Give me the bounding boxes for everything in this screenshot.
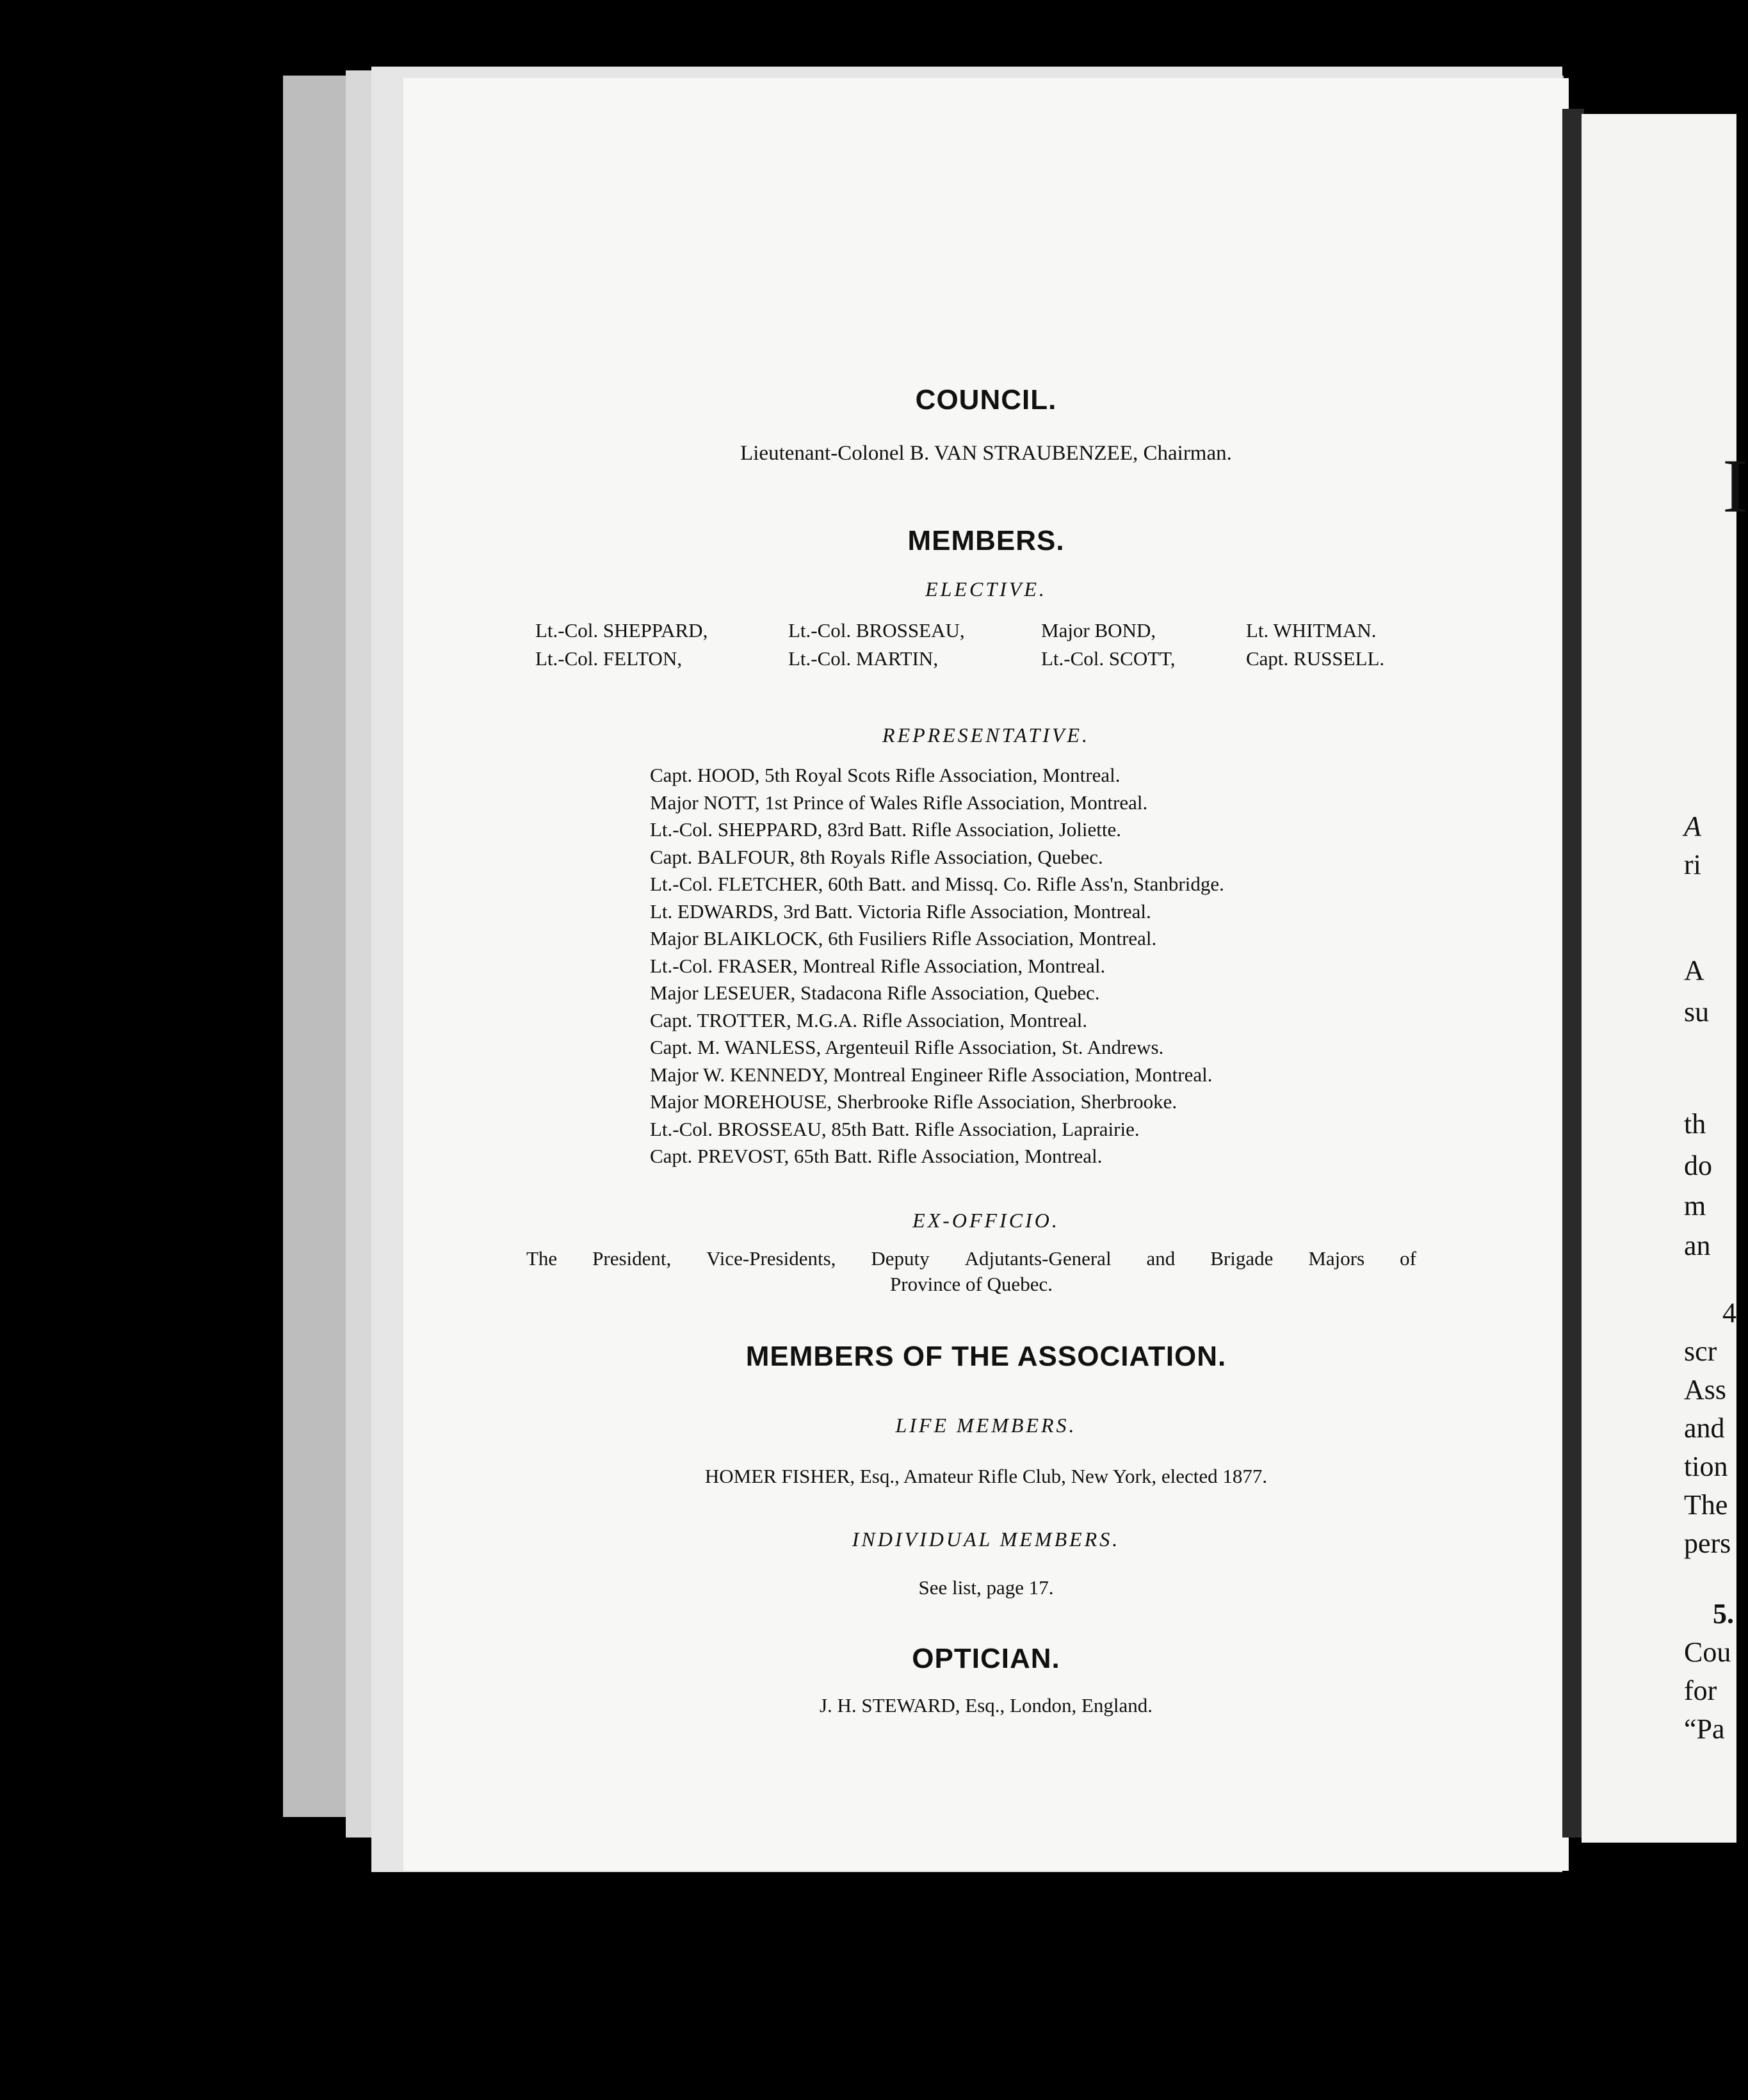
- representative-list: [650, 762, 1482, 1170]
- right-page-fragment: Cou: [1684, 1636, 1731, 1668]
- elective-member: Lt.-Col. SHEPPARD,: [535, 619, 708, 642]
- right-page-fragment: Ass: [1684, 1374, 1727, 1405]
- ex-officio-word: Brigade: [1210, 1247, 1274, 1270]
- ex-officio-word: of: [1400, 1247, 1416, 1270]
- ex-officio-word: Deputy: [871, 1247, 930, 1270]
- right-page-fragment: su: [1684, 996, 1710, 1028]
- right-page-fragment: do: [1684, 1150, 1712, 1181]
- representative-row: Major NOTT, 1st Prince of Wales Rifle Association, Montreal.: [650, 791, 1148, 814]
- right-page-fragment: I: [1722, 443, 1748, 528]
- right-page-fragment: th: [1684, 1108, 1706, 1140]
- representative-row: Lt.-Col. FLETCHER, 60th Batt. and Missq. Co. Rifle Ass'n, Stanbridge.: [650, 873, 1224, 895]
- right-page-fragment: A: [1684, 955, 1704, 986]
- ex-officio-word: Vice-Presidents,: [706, 1247, 836, 1270]
- right-page-fragment: tion: [1684, 1451, 1728, 1482]
- association-heading: MEMBERS OF THE ASSOCIATION.: [745, 1341, 1227, 1372]
- ex-officio-line-1: [526, 1246, 1416, 1272]
- elective-member: Lt.-Col. FELTON,: [535, 647, 683, 670]
- right-page-fragment: A: [1684, 811, 1701, 842]
- right-page-fragment: 5.: [1713, 1598, 1734, 1629]
- representative-row: Lt.-Col. FRASER, Montreal Rifle Association, Montreal.: [650, 954, 1106, 977]
- representative-row: Major W. KENNEDY, Montreal Engineer Rifle Association, Montreal.: [650, 1063, 1213, 1086]
- representative-row: Capt. TROTTER, M.G.A. Rifle Association, Montreal.: [650, 1008, 1088, 1031]
- right-page-fragment: 4: [1722, 1297, 1736, 1329]
- council-heading: COUNCIL.: [915, 384, 1057, 416]
- representative-row: Lt. EDWARDS, 3rd Batt. Victoria Rifle Association, Montreal.: [650, 900, 1151, 923]
- representative-row: Lt.-Col. BROSSEAU, 85th Batt. Rifle Association, Laprairie.: [650, 1117, 1140, 1140]
- ex-officio-line-2: Province of Quebec.: [890, 1273, 1053, 1295]
- representative-row: Capt. PREVOST, 65th Batt. Rifle Association, Montreal.: [650, 1145, 1103, 1167]
- elective-heading: ELECTIVE.: [925, 578, 1047, 601]
- optician-entry: J. H. STEWARD, Esq., London, England.: [819, 1694, 1153, 1716]
- elective-member: Lt. WHITMAN.: [1246, 619, 1377, 642]
- elective-member: Major BOND,: [1041, 619, 1156, 642]
- right-page: [1582, 114, 1736, 1843]
- individual-members-note: See list, page 17.: [918, 1576, 1054, 1599]
- elective-member: Lt.-Col. SCOTT,: [1041, 647, 1176, 670]
- elective-member: Lt.-Col. BROSSEAU,: [788, 619, 965, 642]
- representative-row: Capt. M. WANLESS, Argenteuil Rifle Association, St. Andrews.: [650, 1036, 1164, 1058]
- representative-heading: REPRESENTATIVE.: [882, 723, 1090, 747]
- right-page-fragment: m: [1684, 1190, 1706, 1222]
- ex-officio-heading: EX-OFFICIO.: [912, 1209, 1060, 1232]
- right-page-fragment: pers: [1684, 1528, 1731, 1559]
- ex-officio-word: The: [526, 1247, 558, 1270]
- right-page-fragment: The: [1684, 1489, 1728, 1521]
- ex-officio-word: Majors: [1308, 1247, 1365, 1270]
- representative-row: Major MOREHOUSE, Sherbrooke Rifle Association, Sherbrooke.: [650, 1090, 1177, 1113]
- ex-officio-word: President,: [592, 1247, 672, 1270]
- representative-row: Capt. BALFOUR, 8th Royals Rifle Association, Quebec.: [650, 845, 1103, 868]
- ex-officio-text: [526, 1246, 1416, 1297]
- elective-members-grid: [535, 618, 1432, 671]
- right-page-fragment: and: [1684, 1412, 1725, 1444]
- right-page-fragment: ri: [1684, 849, 1701, 880]
- ex-officio-word: and: [1146, 1247, 1176, 1270]
- right-page-fragment: “Pa: [1684, 1713, 1725, 1745]
- right-page-fragment: scr: [1684, 1336, 1717, 1367]
- individual-members-heading: INDIVIDUAL MEMBERS.: [852, 1528, 1121, 1551]
- life-members-heading: LIFE MEMBERS.: [895, 1414, 1077, 1437]
- optician-heading: OPTICIAN.: [912, 1643, 1060, 1674]
- representative-row: Capt. HOOD, 5th Royal Scots Rifle Association, Montreal.: [650, 764, 1121, 786]
- elective-member: Lt.-Col. MARTIN,: [788, 647, 939, 670]
- members-heading: MEMBERS.: [907, 525, 1065, 556]
- life-member-entry: HOMER FISHER, Esq., Amateur Rifle Club, New York, elected 1877.: [704, 1465, 1268, 1487]
- representative-row: Major BLAIKLOCK, 6th Fusiliers Rifle Association, Montreal.: [650, 927, 1157, 949]
- right-page-fragment: for: [1684, 1675, 1717, 1706]
- ex-officio-word: Adjutants-General: [964, 1247, 1112, 1270]
- elective-member: Capt. RUSSELL.: [1246, 647, 1385, 670]
- representative-row: Major LESEUER, Stadacona Rifle Association, Quebec.: [650, 981, 1100, 1004]
- council-chairman: Lieutenant-Colonel B. VAN STRAUBENZEE, Chairman.: [740, 442, 1232, 465]
- right-page-fragment: an: [1684, 1230, 1711, 1261]
- representative-row: Lt.-Col. SHEPPARD, 83rd Batt. Rifle Association, Joliette.: [650, 818, 1121, 841]
